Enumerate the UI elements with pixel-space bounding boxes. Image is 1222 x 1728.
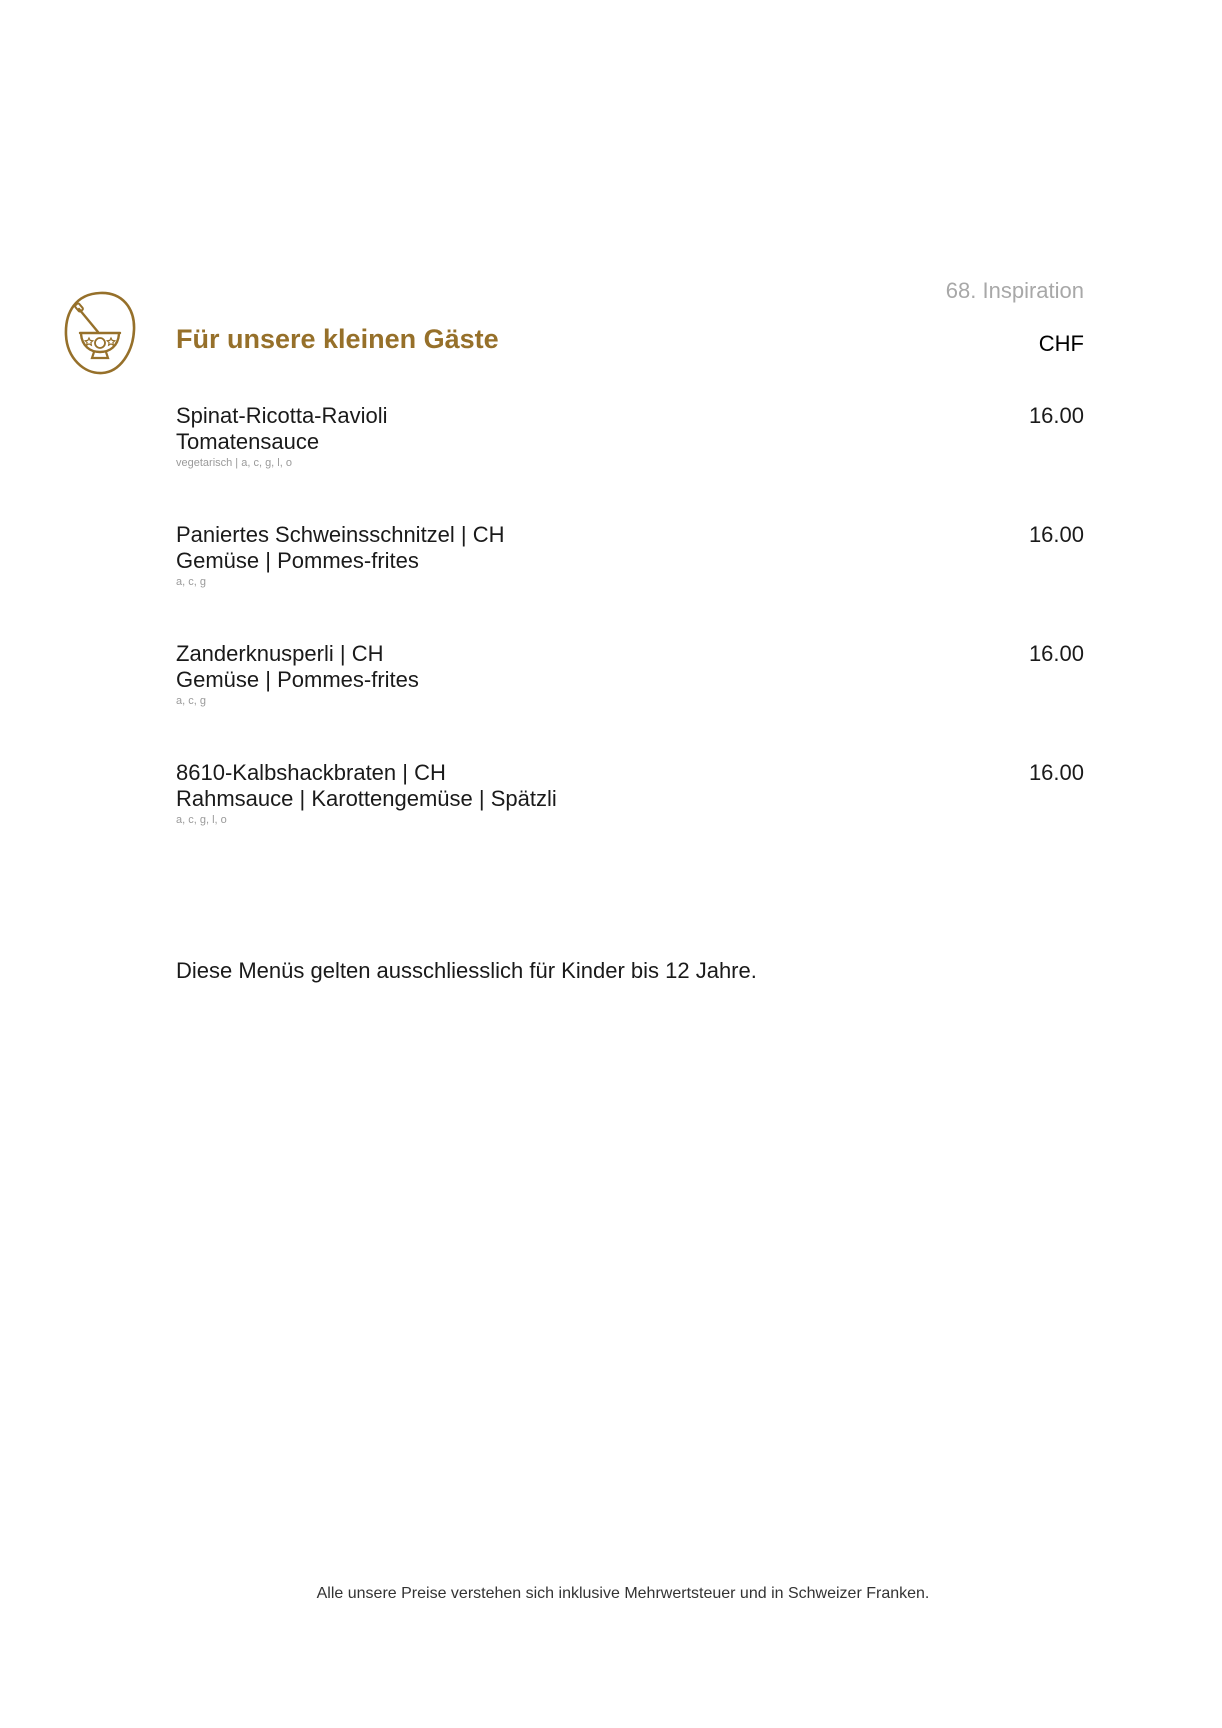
item-allergens: vegetarisch | a, c, g, l, o — [176, 457, 292, 469]
item-allergens: a, c, g, l, o — [176, 814, 227, 826]
menu-item — [176, 641, 1084, 731]
item-allergens: a, c, g — [176, 695, 206, 707]
item-description: Gemüse | Pommes-frites — [176, 667, 419, 692]
section-title: Für unsere kleinen Gäste — [176, 324, 499, 354]
age-notice: Diese Menüs gelten ausschliesslich für Kinder bis 12 Jahre. — [176, 958, 757, 983]
item-name: Zanderknusperli | CH — [176, 641, 384, 666]
item-name: Spinat-Ricotta-Ravioli — [176, 403, 388, 428]
item-price: 16.00 — [1028, 403, 1084, 428]
item-name: 8610-Kalbshackbraten | CH — [176, 760, 446, 785]
item-price: 16.00 — [1028, 641, 1084, 666]
item-price: 16.00 — [1028, 760, 1084, 785]
price-footer: Alle unsere Preise verstehen sich inklusive Mehrwertsteuer und in Schweizer Franken. — [316, 1585, 930, 1602]
item-allergens: a, c, g — [176, 576, 206, 588]
menu-item — [176, 403, 1084, 493]
item-name: Paniertes Schweinsschnitzel | CH — [176, 522, 505, 547]
item-description: Gemüse | Pommes-frites — [176, 548, 419, 573]
item-description: Rahmsauce | Karottengemüse | Spätzli — [176, 786, 557, 811]
menu-item — [176, 522, 1084, 612]
item-description: Tomatensauce — [176, 429, 320, 454]
menu-item — [176, 760, 1084, 850]
mortar-pestle-bowl-icon — [62, 290, 138, 376]
currency-label: CHF — [1038, 331, 1084, 356]
item-price: 16.00 — [1028, 522, 1084, 547]
edition-label: 68. Inspiration — [945, 278, 1084, 303]
